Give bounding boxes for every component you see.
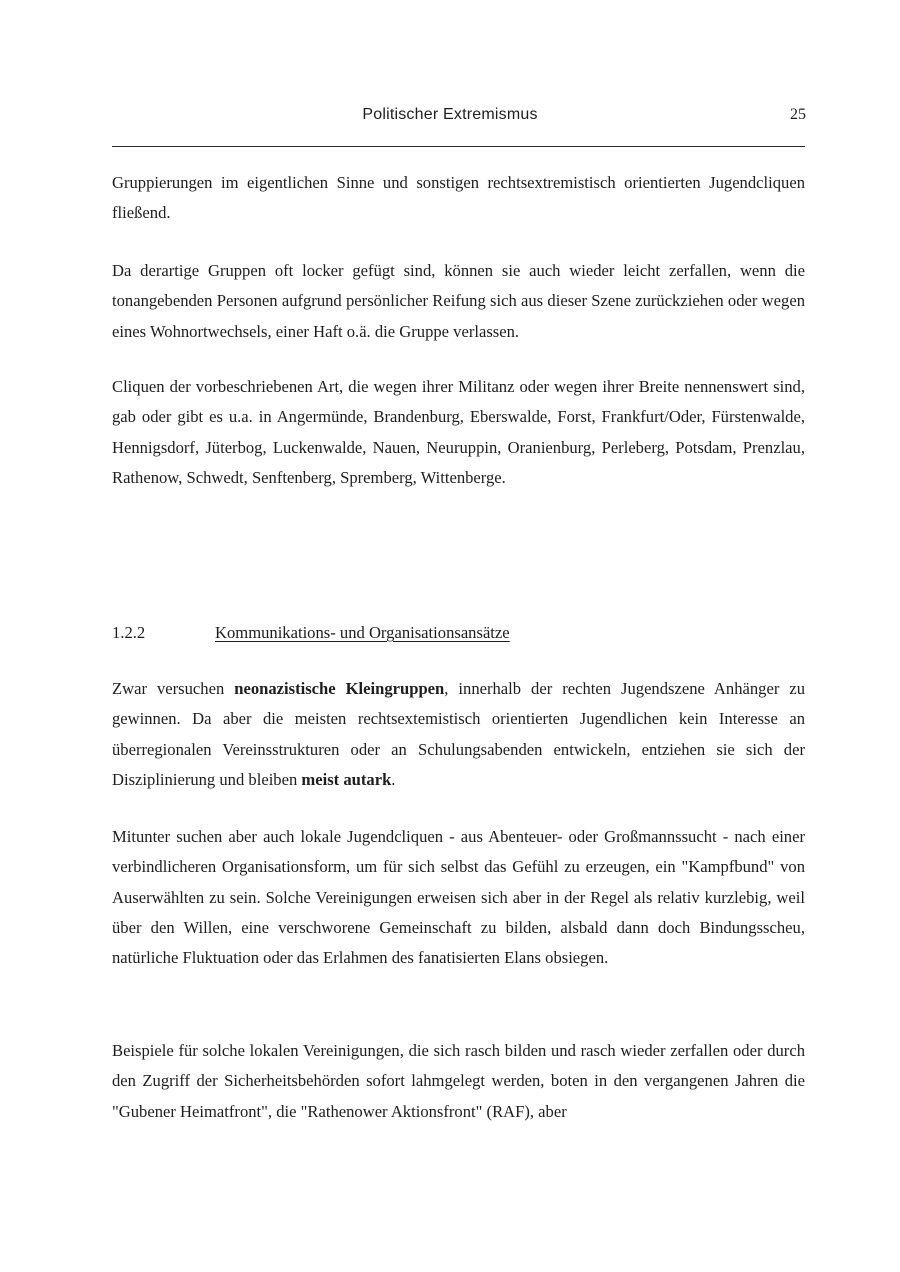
paragraph-4-text-2: , innerhalb der rechten Jugendszene Anhänger zu gewinnen. Da aber die meisten rechtsextemistisch orientierten Jugendlichen kein Interesse an überregionalen Vereinsstrukturen oder an Schulungsabenden entwickeln, entziehen sie sich der Disziplinierung und bleiben xyxy=(112,679,805,789)
paragraph-4-text-1: Zwar versuchen xyxy=(112,679,235,698)
paragraph-1: Gruppierungen im eigentlichen Sinne und sonstigen rechtsextremistisch orientierten Jugendcliquen fließend. xyxy=(112,173,805,223)
paragraph-4-bold-2: meist autark xyxy=(301,769,392,789)
paragraph-4 xyxy=(112,674,805,795)
paragraph-5: Mitunter suchen aber auch lokale Jugendcliquen - aus Abenteuer- oder Großmannssucht - nach einer verbindlicheren Organisationsform, um für sich selbst das Gefühl zu erzeugen, ein "Kampfbund" von Auserwählten zu sein. Solche Vereinigungen erweisen sich aber in der Regel als relativ kurzlebig, weil über den Willen, eine verschworene Gemeinschaft zu bilden, alsbald dann doch Bindungsscheu, natürliche Fluktuation oder das Erlahmen des fanatisierten Elans obsiegen. xyxy=(112,827,805,968)
paragraph-2: Da derartige Gruppen oft locker gefügt sind, können sie auch wieder leicht zerfallen, wenn die tonangebenden Personen aufgrund persönlicher Reifung sich aus dieser Szene zurückziehen oder wegen eines Wohnortwechsels, einer Haft o.ä. die Gruppe verlassen. xyxy=(112,261,805,341)
paragraph-6: Beispiele für solche lokalen Vereinigungen, die sich rasch bilden und rasch wieder zerfallen oder durch den Zugriff der Sicherheitsbehörden sofort lahmgelegt werden, boten in den vergangenen Jahren die "Gubener Heimatfront", die "Rathenower Aktionsfront" (RAF), aber xyxy=(112,1041,805,1121)
paragraph-3: Cliquen der vorbeschriebenen Art, die wegen ihrer Militanz oder wegen ihrer Breite nennenswert sind, gab oder gibt es u.a. in Angermünde, Brandenburg, Eberswalde, Forst, Frankfurt/Oder, Fürstenwalde, Hennigsdorf, Jüterbog, Luckenwalde, Nauen, Neuruppin, Oranienburg, Perleberg, Potsdam, Prenzlau, Rathenow, Schwedt, Senftenberg, Spremberg, Wittenberge. xyxy=(112,377,805,487)
running-header-title: Politischer Extremismus xyxy=(362,106,538,123)
paragraph-4-bold-1: neonazistische Kleingruppen xyxy=(234,679,445,698)
paragraph-4-text-3: . xyxy=(391,769,396,789)
section-number: 1.2.2 xyxy=(112,623,146,642)
page-number: 25 xyxy=(790,106,806,123)
header-rule xyxy=(112,146,805,147)
section-title: Kommunikations- und Organisationsansätze xyxy=(215,623,510,642)
